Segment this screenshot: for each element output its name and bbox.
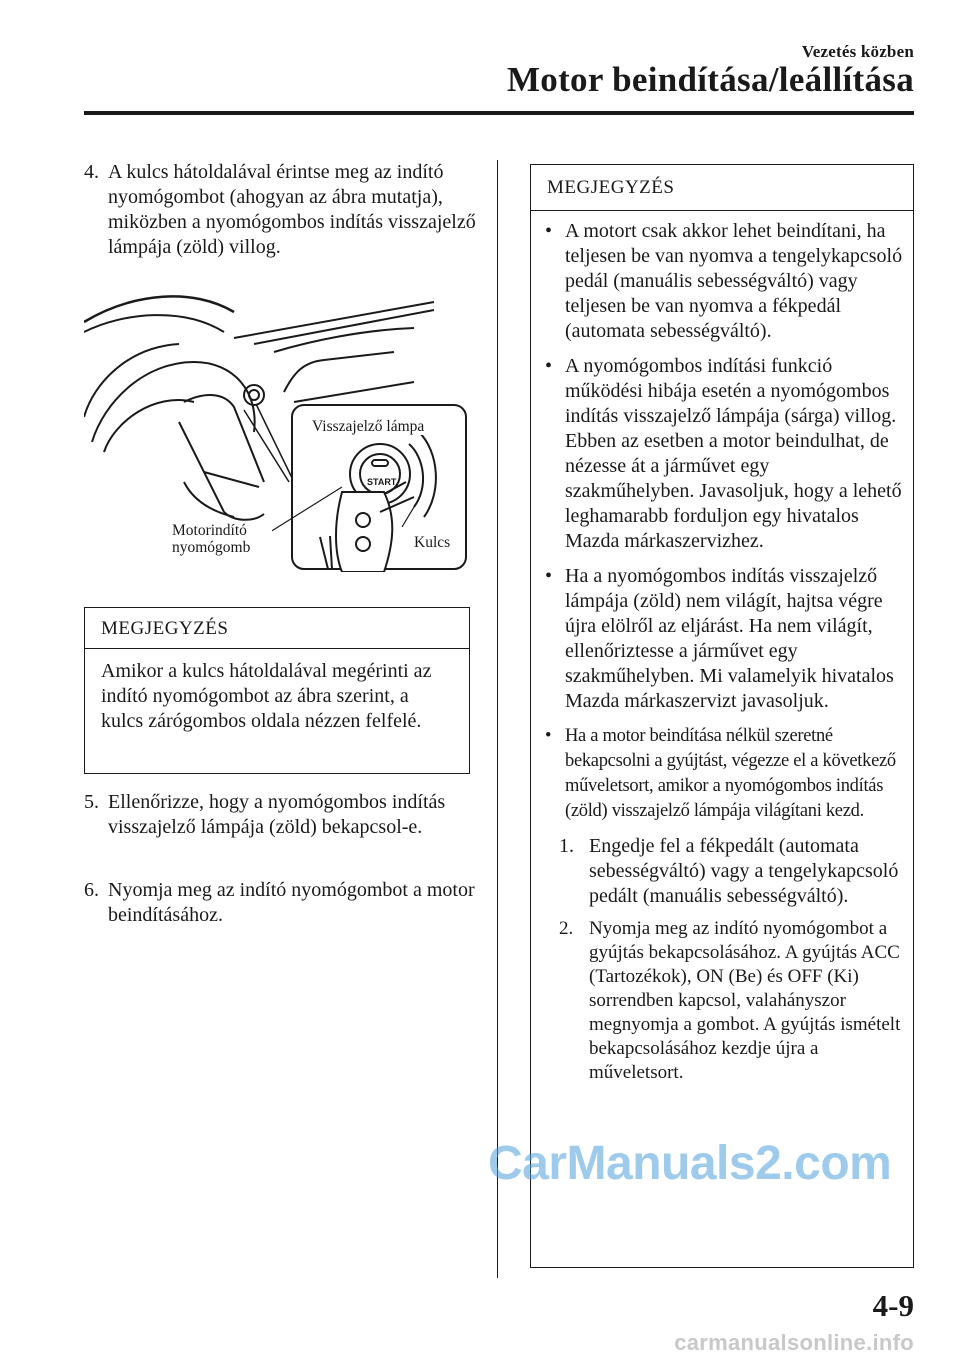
bullet-icon: • [545,726,552,746]
label-start-button: Motorindító nyomógomb [172,522,272,556]
step-6 [84,878,484,928]
step-number: 4. [84,161,99,183]
note-title: MEGJEGYZÉS [531,165,913,211]
bullet-icon: • [545,355,553,377]
bullet-text: A motort csak akkor lehet beindítani, ha teljesen be van nyomva a tengelykapcsoló pedál (manuális sebességváltó) vagy teljesen be van nyomva a fékpedál (automata sebességváltó). [565,220,903,342]
step-text: Ellenőrizze, hogy a nyomógombos indítás visszajelző lámpája (zöld) bekapcsol-e. [108,791,446,838]
note-substep [531,917,903,1085]
step-4 [84,160,484,260]
note-text: Amikor a kulcs hátoldalával megérinti az indító nyomógombot az ábra szerint, a kulcs zárógombos oldala nézzen felfelé. [101,660,432,732]
note-bullet [531,564,903,714]
note-bullet [531,724,903,824]
label-key: Kulcs [414,534,451,551]
bullet-text: A nyomógombos indítási funkció működési hibája esetén a nyomógombos indítás visszajelző lámpája (sárga) villog. Ebben az esetben a motor beindulhat, de nézesse át a járművet egy szakműhelyben. Javasoljuk, hogy a lehető leghamarabb forduljon egy hivatalos Mazda márkaszervizhez. [565,355,902,552]
step-number: 6. [84,879,99,901]
label-indicator-lamp: Visszajelző lámpa [312,418,425,435]
note-title: MEGJEGYZÉS [85,608,469,649]
watermark: CarManuals2.com [488,1137,892,1190]
bullet-text: Ha a nyomógombos indítás visszajelző lámpája (zöld) nem világít, hajtsa végre újra elölről az eljárást. Ha nem világít, ellenőriztesse a járművet egy szakműhelyben. Mi valamelyik hivatalos Mazda márkaszervizt javasoljuk. [565,565,894,712]
step-number: 5. [84,791,99,813]
header-rule [84,111,914,115]
step-5 [84,790,484,840]
note-box-left [84,607,470,774]
note-body [531,211,913,1085]
header-section: Vezetés közben [801,42,914,61]
column-divider [497,160,498,1278]
note-box-right [530,164,914,1268]
page-number: 4-9 [872,1288,914,1323]
footer-url: carmanualsonline.info [674,1330,914,1355]
bullet-icon: • [545,565,553,587]
bullet-text: Ha a motor beindítása nélkül szeretné bekapcsolni a gyújtást, végezze el a következő műveletsort, amikor a nyomógombos indítás (zöld) visszajelző lámpája világítani kezd. [565,726,896,821]
note-substep [531,834,903,909]
ignition-figure [84,282,474,572]
substep-number: 2. [559,918,574,939]
note-bullet [531,219,903,344]
bullet-icon: • [545,220,553,242]
step-text: Nyomja meg az indító nyomógombot a motor beindításához. [108,879,475,926]
start-button-text: START [367,477,397,487]
step-text: A kulcs hátoldalával érintse meg az indító nyomógombot (ahogyan az ábra mutatja), miközben a nyomógombos indítás visszajelző lámpája (zöld) villog. [108,161,476,258]
substep-text: Nyomja meg az indító nyomógombot a gyújtás bekapcsolásához. A gyújtás ACC (Tartozékok), ON (Be) és OFF (Ki) sorrendben kapcsol, valahányszor megnyomja a gombot. A gyújtás ismételt bekapcsolásához kezdje újra a műveletsort. [589,918,901,1083]
page-title: Motor beindítása/leállítása [506,60,914,99]
note-bullet [531,354,903,554]
substep-text: Engedje fel a fékpedált (automata sebességváltó) vagy a tengelykapcsoló pedált (manuális sebességváltó). [589,835,899,907]
substep-number: 1. [559,835,574,857]
